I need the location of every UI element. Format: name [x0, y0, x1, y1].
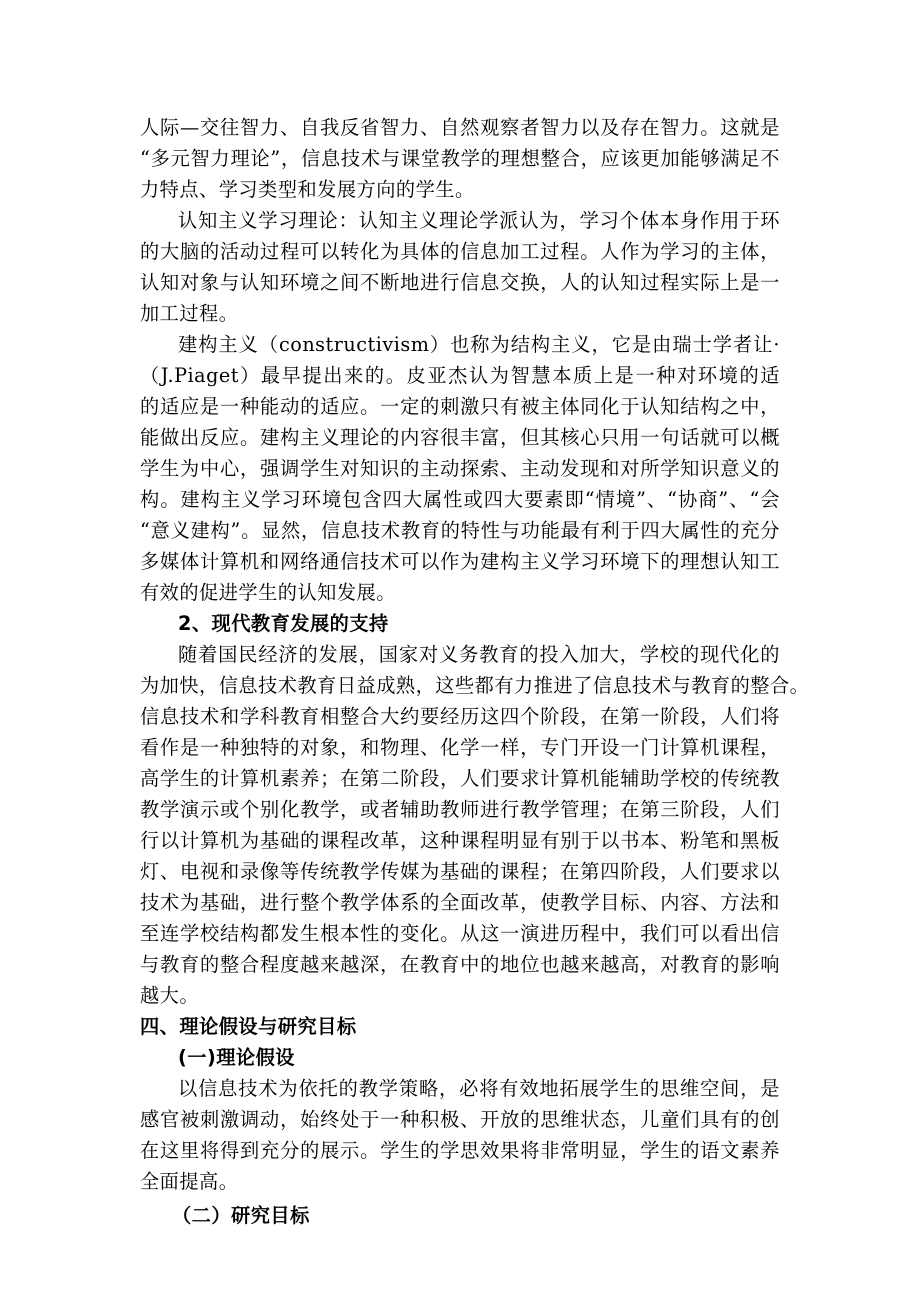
text-line: 能做出反应。建构主义理论的内容很丰富，但其核心只用一句话就可以概	[140, 426, 780, 449]
text-line: 行以计算机为基础的课程改革，这种课程明显有别于以书本、粉笔和黑板	[140, 829, 780, 852]
text-line: 灯、电视和录像等传统教学传媒为基础的课程；在第四阶段，人们要求以	[140, 860, 780, 883]
text-line: 信息技术和学科教育相整合大约要经历这四个阶段，在第一阶段，人们将	[140, 705, 780, 728]
text-line: 建构主义（constructivism）也称为结构主义，它是由瑞士学者让·	[178, 333, 780, 356]
text-line: 为加快，信息技术教育日益成熟，这些都有力推进了信息技术与教育的整合。	[140, 674, 810, 697]
section-heading: 2、现代教育发展的支持	[178, 612, 389, 635]
subsection-heading: （二）研究目标	[172, 1204, 310, 1227]
section-heading: 四、理论假设与研究目标	[140, 1015, 357, 1038]
text-line: 的适应是一种能动的适应。一定的刺激只有被主体同化于认知结构之中，	[140, 395, 780, 418]
text-line: 与教育的整合程度越来越深，在教育中的地位也越来越高，对教育的影响	[140, 953, 780, 976]
text-line: 构。建构主义学习环境包含四大属性或四大要素即“情境”、“协商”、“会	[140, 488, 780, 511]
text-line: 在这里将得到充分的展示。学生的学思效果将非常明显，学生的语文素养	[140, 1139, 780, 1162]
text-line: “多元智力理论”，信息技术与课堂教学的理想整合，应该更加能够满足不	[140, 147, 780, 170]
text-line: 人际—交往智力、自我反省智力、自然观察者智力以及存在智力。这就是	[140, 116, 780, 139]
text-line: “意义建构”。显然，信息技术教育的特性与功能最有利于四大属性的充分	[140, 519, 780, 542]
text-line: （J.Piaget）最早提出来的。皮亚杰认为智慧本质上是一种对环境的适	[140, 364, 780, 387]
text-line: 随着国民经济的发展，国家对义务教育的投入加大，学校的现代化的	[178, 643, 780, 666]
subsection-heading: (一)理论假设	[178, 1046, 295, 1069]
text-line: 至连学校结构都发生根本性的变化。从这一演进历程中，我们可以看出信	[140, 922, 780, 945]
text-line: 认知主义学习理论：认知主义理论学派认为，学习个体本身作用于环	[178, 209, 780, 232]
text-line: 教学演示或个别化教学，或者辅助教师进行教学管理；在第三阶段，人们	[140, 798, 780, 821]
text-line: 的大脑的活动过程可以转化为具体的信息加工过程。人作为学习的主体，	[140, 240, 780, 263]
text-line: 越大。	[140, 984, 200, 1007]
text-line: 力特点、学习类型和发展方向的学生。	[140, 178, 475, 201]
text-line: 感官被刺激调动，始终处于一种积极、开放的思维状态，儿童们具有的创	[140, 1108, 780, 1131]
text-line: 多媒体计算机和网络通信技术可以作为建构主义学习环境下的理想认知工	[140, 550, 780, 573]
text-line: 学生为中心，强调学生对知识的主动探索、主动发现和对所学知识意义的	[140, 457, 780, 480]
text-line: 高学生的计算机素养；在第二阶段，人们要求计算机能辅助学校的传统教	[140, 767, 780, 790]
text-line: 全面提高。	[140, 1170, 239, 1193]
text-line: 有效的促进学生的认知发展。	[140, 581, 396, 604]
text-line: 看作是一种独特的对象，和物理、化学一样，专门开设一门计算机课程，	[140, 736, 780, 759]
text-line: 加工过程。	[140, 302, 239, 325]
text-line: 技术为基础，进行整个教学体系的全面改革，使教学目标、内容、方法和	[140, 891, 780, 914]
text-line: 以信息技术为依托的教学策略，必将有效地拓展学生的思维空间，是	[178, 1077, 780, 1100]
text-line: 认知对象与认知环境之间不断地进行信息交换，人的认知过程实际上是一	[140, 271, 780, 294]
